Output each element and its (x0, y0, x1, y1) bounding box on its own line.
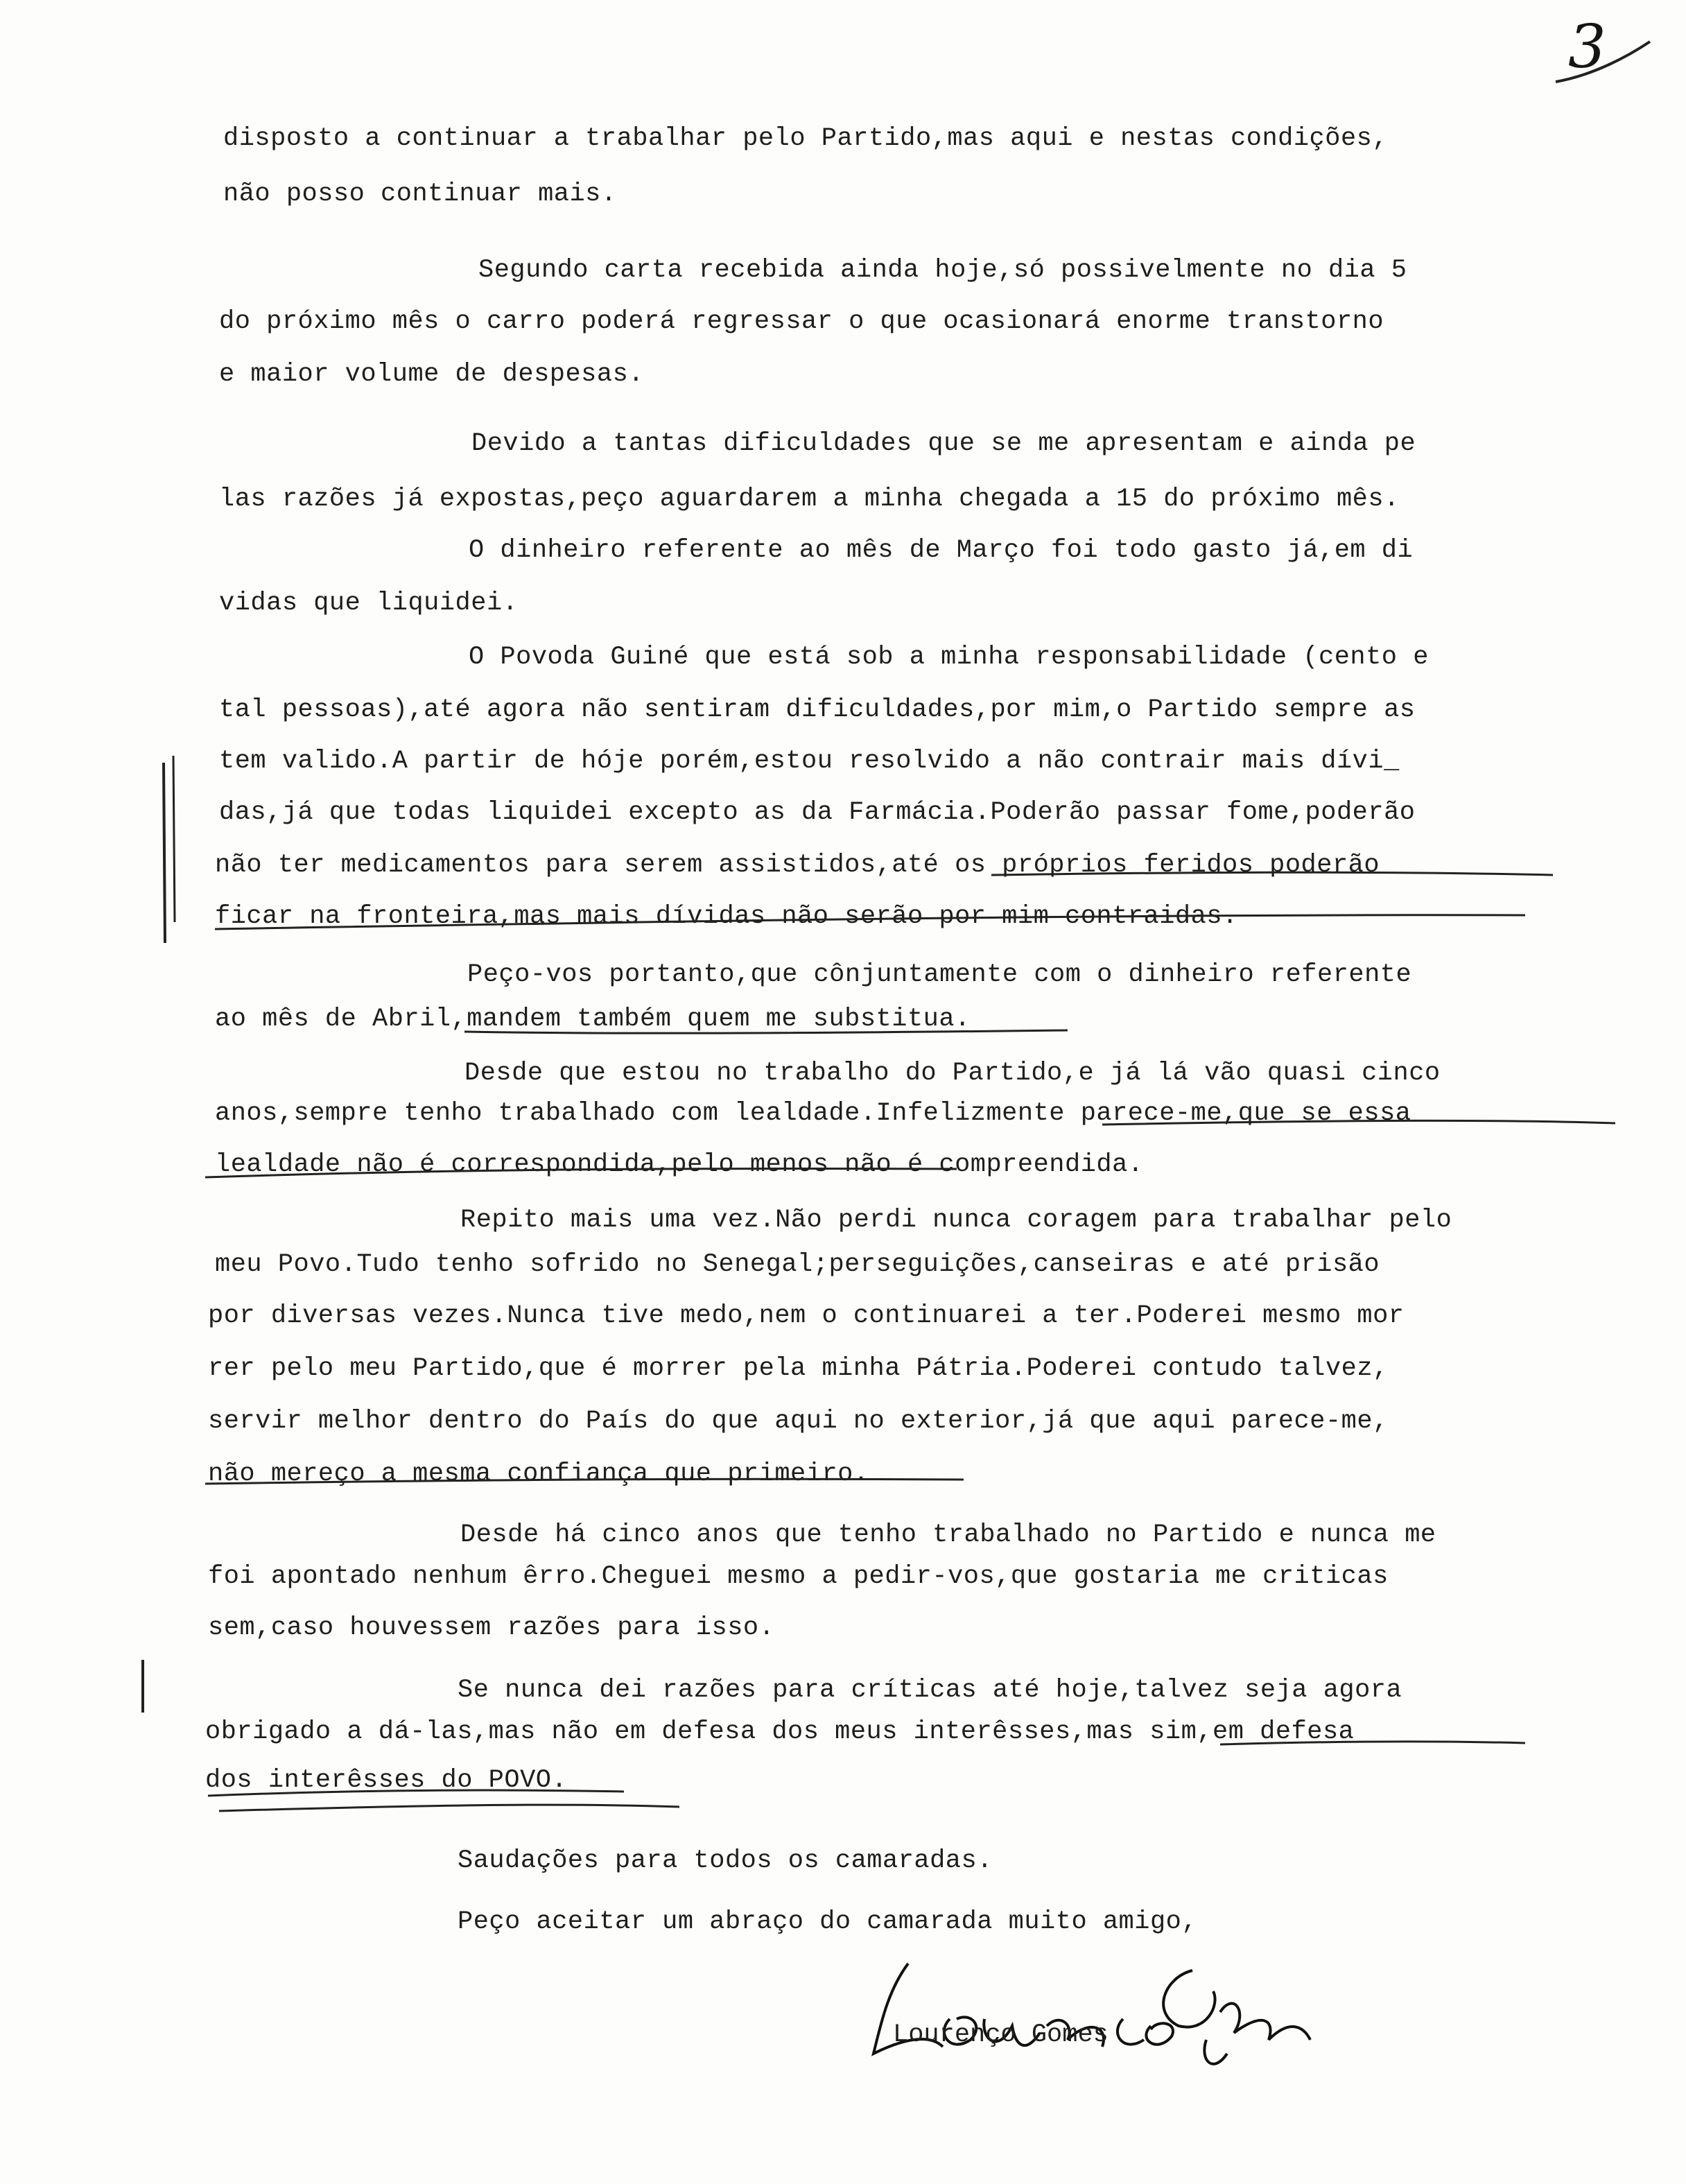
body-line: meu Povo.Tudo tenho sofrido no Senegal;perseguições,canseiras e até prisão (215, 1250, 1380, 1279)
body-line: não mereço a mesma confiança que primeiro. (208, 1459, 869, 1489)
margin-bar-2 (173, 756, 175, 922)
body-line: tem valido.A partir de hóje porém,estou resolvido a não contrair mais dívi_ (219, 747, 1400, 776)
body-line: las razões já expostas,peço aguardarem a minha chegada a 15 do próximo mês. (219, 485, 1400, 514)
body-line: ao mês de Abril,mandem também quem me substitua. (215, 1005, 971, 1034)
body-line: O dinheiro referente ao mês de Março foi todo gasto já,em di (469, 536, 1414, 565)
body-line: não posso continuar mais. (223, 180, 617, 209)
underline-povo-b (219, 1805, 679, 1811)
body-line: ficar na fronteira,mas mais dívidas não serão por mim contraidas. (215, 902, 1238, 931)
body-line: Desde há cinco anos que tenho trabalhado no Partido e nunca me (460, 1520, 1436, 1550)
body-line: tal pessoas),até agora não sentiram dificuldades,por mim,o Partido sempre as (219, 695, 1416, 725)
body-line: Peço-vos portanto,que cônjuntamente com o dinheiro referente (467, 960, 1412, 989)
body-line: não ter medicamentos para serem assistidos,até os próprios feridos poderão (215, 851, 1380, 880)
body-line: por diversas vezes.Nunca tive medo,nem o continuarei a ter.Poderei mesmo mor (208, 1301, 1405, 1331)
body-line: Peço aceitar um abraço do camarada muito amigo, (458, 1907, 1198, 1936)
body-line: vidas que liquidei. (219, 589, 519, 618)
body-line: anos,sempre tenho trabalhado com lealdade.Infelizmente parece-me,que se essa (215, 1099, 1411, 1128)
body-line: disposto a continuar a trabalhar pelo Partido,mas aqui e nestas condições, (223, 124, 1389, 153)
body-line: das,já que todas liquidei excepto as da Farmácia.Poderão passar fome,poderão (219, 798, 1416, 827)
body-line: obrigado a dá-las,mas não em defesa dos meus interêsses,mas sim,em defesa (205, 1717, 1355, 1747)
handwritten-signature (860, 1950, 1317, 2081)
body-line: do próximo mês o carro poderá regressar o que ocasionará enorme transtorno (219, 307, 1384, 336)
body-line: Segundo carta recebida ainda hoje,só possivelmente no dia 5 (478, 256, 1407, 285)
body-line: e maior volume de despesas. (219, 360, 644, 389)
body-line: Desde que estou no trabalho do Partido,e já lá vão quasi cinco (464, 1059, 1441, 1088)
body-line: lealdade não é correspondida,pelo menos não é compreendida. (215, 1150, 1144, 1179)
typed-signature-name: Lourenço Gomes (893, 2020, 1109, 2049)
body-line: servir melhor dentro do País do que aqui no exterior,já que aqui parece-me, (208, 1407, 1389, 1436)
body-line: rer pelo meu Partido,que é morrer pela minha Pátria.Poderei contudo talvez, (208, 1354, 1389, 1383)
body-line: sem,caso houvessem razões para isso. (208, 1613, 775, 1643)
body-line: O Povoda Guiné que está sob a minha responsabilidade (cento e (469, 643, 1429, 672)
body-line: Repito mais uma vez.Não perdi nunca coragem para trabalhar pelo (460, 1206, 1452, 1235)
body-line: Devido a tantas dificuldades que se me apresentam e ainda pe (471, 429, 1416, 458)
page-number: 3 (1568, 12, 1606, 82)
body-line: foi apontado nenhum êrro.Cheguei mesmo a pedir-vos,que gostaria me criticas (208, 1562, 1389, 1591)
body-line: Se nunca dei razões para críticas até hoje,talvez seja agora (458, 1676, 1402, 1705)
body-line: dos interêsses do POVO. (205, 1766, 568, 1795)
margin-bar-1 (164, 763, 165, 943)
body-line: Saudações para todos os camaradas. (458, 1846, 993, 1875)
